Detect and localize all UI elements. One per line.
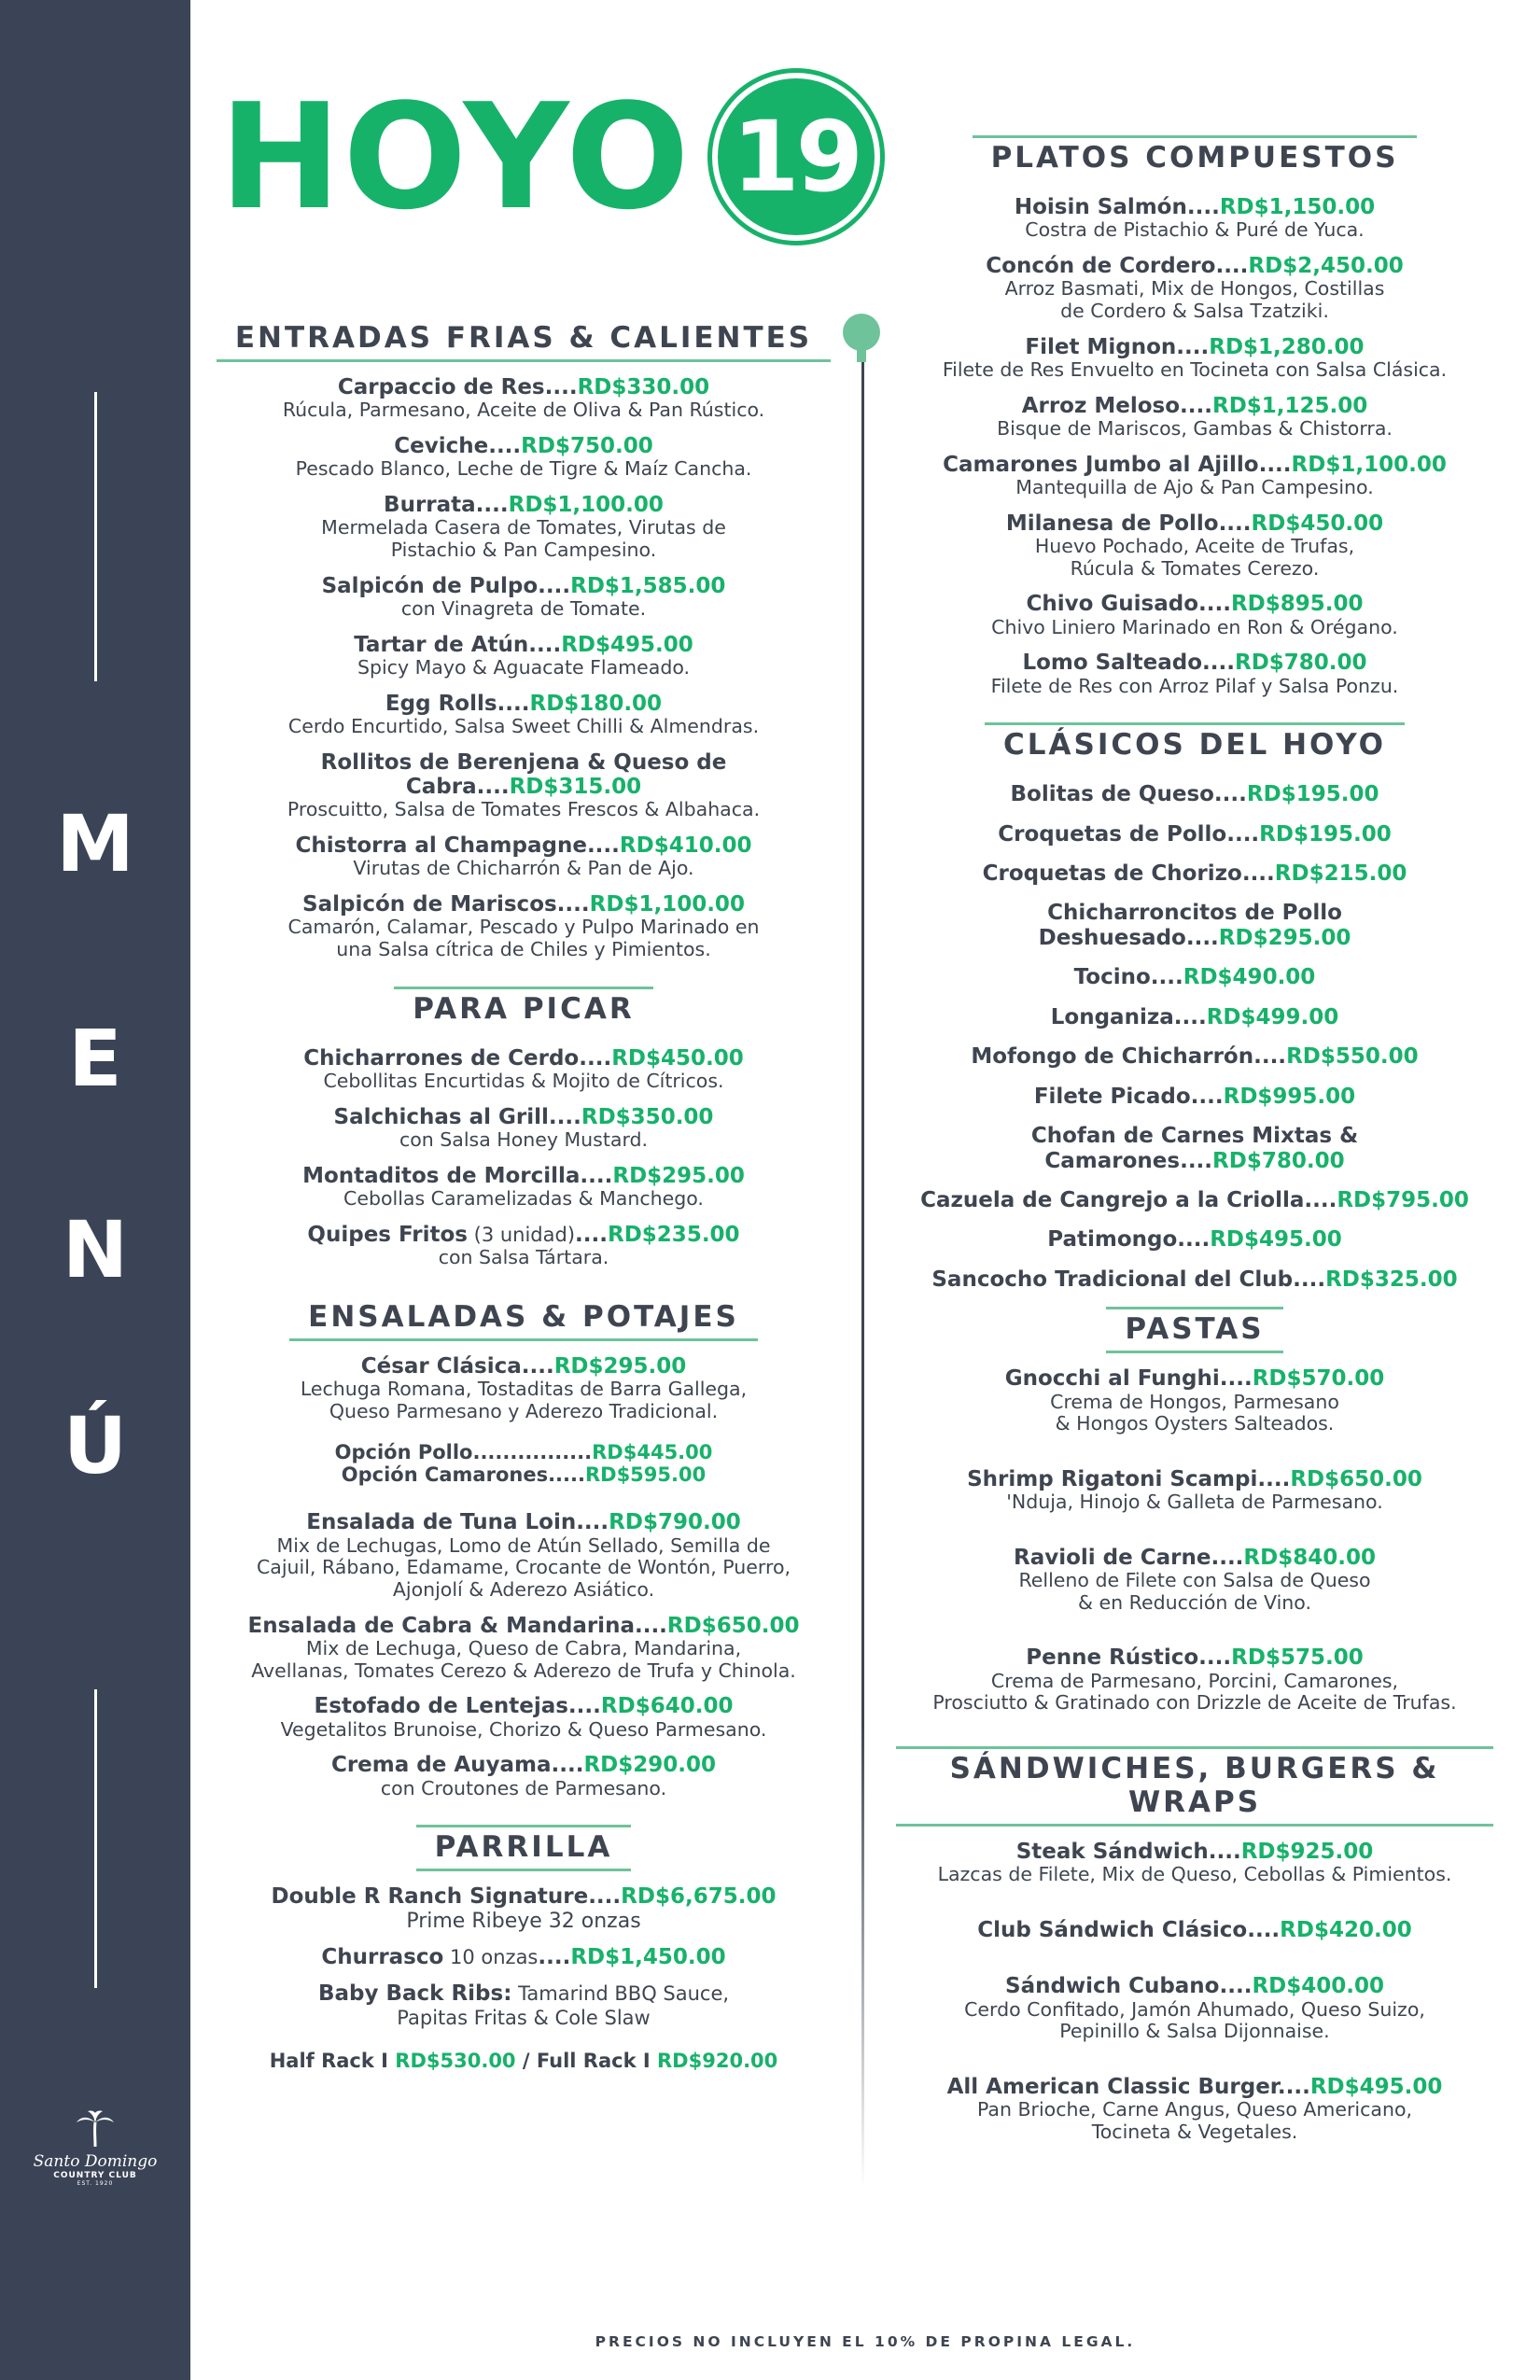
menu-item [896,511,1493,581]
section-parrilla [211,1825,836,2072]
item-price: RD$1,150.00 [1219,195,1376,219]
item-description: Filete de Res con Arroz Pilaf y Salsa Ponzu. [990,674,1399,697]
item-name: César Clásica.... [360,1353,554,1379]
half-rack-label: Half Rack I [269,2049,396,2072]
menu-item [896,1188,1493,1212]
item-price: RD$1,280.00 [1209,334,1365,359]
item-description: Crema de Hongos, Parmesano & Hongos Oysters Salteados. [1050,1390,1339,1435]
menu-item [211,434,836,481]
item-name: Chicharroncitos de Pollo Deshuesado.... [1038,901,1342,950]
menu-item [896,1085,1493,1109]
item-price: RD$180.00 [529,691,663,716]
item-description: Chivo Liniero Marinado en Ron & Orégano. [991,615,1398,638]
item-price: RD$315.00 [509,775,642,799]
item-name: Filet Mignon.... [1025,334,1210,359]
menu-item [896,861,1493,886]
item-name: Estofado de Lentejas.... [314,1694,601,1719]
menu-item [896,1840,1493,1886]
item-price: RD$295.00 [612,1163,745,1188]
menu-item [211,1105,836,1152]
half-rack-price: RD$530.00 [395,2049,516,2072]
item-name: Bolitas de Queso.... [1010,782,1247,807]
item-price: RD$499.00 [1206,1004,1339,1029]
item-price: RD$925.00 [1240,1839,1374,1864]
menu-option [211,1441,836,1463]
item-name: Salpicón de Mariscos.... [302,892,590,917]
item-name: Chicharrones de Cerdo.... [303,1045,612,1071]
menu-item [896,901,1493,950]
menu-item [211,1945,836,1969]
logo-subtitle: COUNTRY CLUB [53,2171,137,2180]
full-rack-price: RD$920.00 [657,2049,778,2072]
menu-item [896,1267,1493,1292]
option-name: Opción Pollo................ [334,1441,593,1464]
item-price: RD$570.00 [1252,1366,1385,1392]
item-name: All American Classic Burger.... [946,2074,1310,2099]
section-clasicos [896,722,1493,1292]
page-title [219,73,880,241]
item-description: Virutas de Chicharrón & Pan de Ajo. [353,857,694,880]
section-title: PARA PICAR [413,991,635,1026]
section-title: ENTRADAS FRIAS & CALIENTES [234,321,813,355]
item-name: Ensalada de Tuna Loin.... [306,1510,609,1535]
item-description: Arroz Basmati, Mix de Hongos, Costillas de Cordero & Salsa Tzatziki. [1004,277,1385,322]
item-description: Filete de Res Envuelto en Tocineta con Salsa Clásica. [942,358,1448,381]
logo-script: Santo Domingo [33,2152,158,2171]
sidebar-bottom-line [94,1689,97,1988]
option-price: RD$595.00 [584,1463,707,1487]
item-name: Chistorra al Champagne.... [295,833,620,858]
section-para-picar [211,987,836,1269]
item-description: Proscuitto, Salsa de Tomates Frescos & Albahaca. [287,798,761,821]
menu-item [896,592,1493,638]
item-price: RD$350.00 [581,1104,714,1129]
item-price: RD$640.00 [600,1694,734,1719]
item-name: Ensalada de Cabra & Mandarina.... [247,1613,667,1638]
item-description: Lechuga Romana, Tostaditas de Barra Gallega, Queso Parmesano y Aderezo Tradicional. [300,1378,748,1422]
menu-item [896,1366,1493,1435]
item-name: Crema de Auyama.... [330,1753,584,1778]
item-name: Milanesa de Pollo.... [1005,511,1252,536]
section-title: PASTAS [1125,1312,1265,1347]
section-title: PARRILLA [434,1830,613,1865]
section-header [416,1825,632,1871]
item-name: Chofan de Carnes Mixtas & Camarones.... [1030,1124,1359,1173]
section-header [1106,1307,1282,1353]
item-description: Pescado Blanco, Leche de Tigre & Maíz Cancha. [295,457,752,481]
item-price: RD$650.00 [1290,1466,1422,1491]
item-description: Cebollas Caramelizadas & Manchego. [343,1187,704,1210]
option-name: Opción Camarones..... [341,1463,585,1487]
menu-item [896,1124,1493,1173]
item-name: Gnocchi al Funghi.... [1004,1366,1253,1392]
item-name: Longaniza.... [1050,1004,1207,1029]
item-name: Tocino.... [1073,965,1183,990]
section-title: ENSALADAS & POTAJES [308,1299,739,1334]
item-note: Tamarind BBQ Sauce, [511,1982,730,2006]
section-header [289,1295,758,1341]
item-dots: .... [575,1222,608,1247]
item-name: Montaditos de Morcilla.... [302,1163,613,1188]
item-name: Croquetas de Pollo.... [998,821,1260,847]
item-price: RD$550.00 [1286,1044,1419,1070]
item-description: Prime Ribeye 32 onzas [406,1909,641,1933]
section-title: PLATOS COMPUESTOS [990,141,1399,175]
item-price: RD$450.00 [1251,511,1384,536]
item-price: RD$495.00 [1210,1227,1342,1253]
item-dots: .... [538,1944,571,1969]
section-title: SÁNDWICHES, BURGERS & WRAPS [949,1751,1440,1819]
menu-item [211,692,836,738]
menu-item [211,833,836,880]
item-price: RD$1,450.00 [570,1944,726,1969]
item-price: RD$235.00 [608,1222,740,1247]
logo-est: EST. 1920 [77,2180,114,2187]
item-name: Shrimp Rigatoni Scampi.... [967,1466,1291,1491]
item-note: 10 onzas [443,1945,539,1968]
item-name: Rollitos de Berenjena & Queso de Cabra.... [320,749,727,799]
section-header [896,1746,1493,1827]
item-price: RD$490.00 [1183,965,1316,990]
item-description: Bisque de Mariscos, Gambas & Chistorra. [997,417,1393,440]
menu-item [896,1918,1493,1942]
item-name: Patimongo.... [1047,1227,1211,1253]
item-name: Mofongo de Chicharrón.... [971,1044,1287,1070]
item-name: Double R Ranch Signature.... [271,1884,622,1910]
menu-item [896,782,1493,806]
item-name: Penne Rústico.... [1026,1645,1232,1671]
item-name: Hoisin Salmón.... [1014,195,1220,219]
menu-item [896,1005,1493,1029]
item-price: RD$195.00 [1259,821,1392,847]
menu-item [211,1164,836,1211]
menu-item [896,1044,1493,1069]
item-name: Sancocho Tradicional del Club.... [931,1267,1326,1292]
item-name: Baby Back Ribs: [317,1981,512,2007]
item-name: Lomo Salteado.... [1022,651,1235,676]
section-header [985,722,1405,769]
menu-item [896,453,1493,499]
item-description: Rúcula, Parmesano, Aceite de Oliva & Pan Rústico. [282,399,765,422]
sidebar-top-line [94,392,97,681]
item-price: RD$450.00 [611,1045,744,1071]
footer-note: PRECIOS NO INCLUYEN EL 10% DE PROPINA LEGAL. [595,2333,1136,2350]
item-name: Churrasco [321,1944,444,1969]
item-price: RD$420.00 [1280,1917,1412,1942]
item-description: Cerdo Confitado, Jamón Ahumado, Queso Suizo, Pepinillo & Salsa Dijonnaise. [964,1997,1425,2043]
item-name: Ravioli de Carne.... [1014,1545,1244,1570]
item-description: Spicy Mayo & Aguacate Flameado. [357,656,691,679]
menu-item [211,1981,836,2029]
item-price: RD$1,585.00 [570,573,726,598]
item-price: RD$780.00 [1212,1148,1345,1173]
item-name: Egg Rolls.... [385,691,530,716]
menu-item [896,1227,1493,1252]
item-price: RD$1,125.00 [1211,393,1368,418]
item-description: Relleno de Filete con Salsa de Queso & en Reducción de Vino. [1018,1569,1371,1614]
item-price: RD$795.00 [1337,1187,1469,1212]
section-pastas [896,1307,1493,1715]
menu-item [211,1694,836,1741]
item-price: RD$575.00 [1231,1645,1364,1671]
menu-item [896,254,1493,323]
item-price: RD$1,100.00 [1291,452,1447,477]
item-description: Huevo Pochado, Aceite de Trufas, Rúcula & Tomates Cerezo. [1034,535,1355,580]
right-column [896,135,1493,2176]
item-name: Camarones Jumbo al Ajillo.... [943,452,1292,477]
item-description: Pan Brioche, Carne Angus, Queso Americano, Tocineta & Vegetales. [976,2098,1413,2143]
item-description: Crema de Parmesano, Porcini, Camarones, Prosciutto & Gratinado con Drizzle de Aceite de Trufas. [932,1669,1457,1715]
column-divider [861,327,864,2189]
menu-item [211,1354,836,1423]
item-name: Quipes Fritos [307,1222,468,1247]
item-price: RD$410.00 [619,833,752,858]
item-description: Mantequilla de Ajo & Pan Campesino. [1015,476,1374,498]
item-name: Carpaccio de Res.... [337,375,578,399]
menu-item [896,1974,1493,2043]
item-name: Arroz Meloso.... [1021,393,1212,418]
item-price: RD$6,675.00 [621,1884,777,1910]
section-sandwiches [896,1746,1493,2144]
section-title: CLÁSICOS DEL HOYO [1003,728,1386,763]
menu-item [896,2075,1493,2144]
section-ensaladas [211,1295,836,1800]
item-price: RD$995.00 [1223,1084,1356,1109]
menu-item [211,375,836,422]
menu-item [211,1223,836,1269]
item-price: RD$1,100.00 [589,892,745,917]
section-header [394,987,652,1033]
item-price: RD$295.00 [1218,925,1351,950]
item-name: Club Sándwich Clásico.... [977,1917,1281,1942]
item-name: Sándwich Cubano.... [1005,1974,1253,1999]
menu-option [211,1463,836,1486]
item-price: RD$325.00 [1325,1267,1458,1292]
item-description: Papitas Fritas & Cole Slaw [397,2006,651,2029]
item-price: RD$650.00 [666,1613,800,1638]
menu-item [896,1546,1493,1615]
item-description: Mix de Lechugas, Lomo de Atún Sellado, Semilla de Cajuil, Rábano, Edamame, Crocante de Wontón, Puerro, Ajonjolí & Aderezo Asiático. [256,1533,791,1601]
section-entradas [211,315,836,961]
item-price: RD$2,450.00 [1248,254,1404,278]
item-price: RD$780.00 [1234,651,1367,676]
item-description: Vegetalitos Brunoise, Chorizo & Queso Parmesano. [280,1717,767,1741]
item-name: Burrata.... [384,493,509,517]
item-price: RD$750.00 [521,434,653,458]
menu-item [211,1753,836,1799]
menu-item [211,633,836,679]
menu-item [211,1510,836,1601]
item-name: Steak Sándwich.... [1015,1839,1241,1864]
item-price: RD$840.00 [1243,1545,1376,1570]
menu-item [211,750,836,821]
menu-item [211,493,836,562]
menu-item [211,1884,836,1933]
item-price: RD$195.00 [1246,782,1379,807]
item-price: RD$495.00 [1309,2074,1443,2099]
item-name: Salchichas al Grill.... [333,1104,581,1129]
rack-prices [211,2050,836,2072]
item-name: Filete Picado.... [1033,1084,1224,1109]
item-description: con Salsa Tártara. [438,1246,609,1268]
sidebar-letter-n: N [62,1204,129,1295]
item-name: Salpicón de Pulpo.... [321,573,571,598]
item-name: Croquetas de Chorizo.... [982,861,1275,886]
item-description: Camarón, Calamar, Pescado y Pulpo Marinado en una Salsa cítrica de Chiles y Pimientos. [287,916,760,960]
item-description: con Vinagreta de Tomate. [400,597,647,620]
item-description: Cebollitas Encurtidas & Mojito de Cítricos. [323,1070,724,1092]
item-price: RD$295.00 [553,1353,687,1379]
golf-ball-icon [843,314,880,351]
menu-item [896,195,1493,242]
sidebar-letter-m: M [56,798,134,889]
item-price: RD$790.00 [609,1510,741,1535]
menu-item [211,1614,836,1683]
item-name: Tartar de Atún.... [354,632,562,657]
item-description: 'Nduja, Hinojo & Galleta de Parmesano. [1006,1491,1383,1514]
menu-item [896,651,1493,697]
item-price: RD$330.00 [577,375,710,399]
item-price: RD$495.00 [561,632,693,657]
menu-item [896,394,1493,441]
menu-item [211,1046,836,1093]
item-description: con Salsa Honey Mustard. [399,1128,649,1151]
option-price: RD$445.00 [592,1441,713,1464]
menu-item [896,1645,1493,1715]
menu-item [896,965,1493,989]
left-column [211,315,836,2084]
item-description: Cerdo Encurtido, Salsa Sweet Chilli & Almendras. [287,715,760,737]
item-name: Cazuela de Cangrejo a la Criolla.... [920,1187,1337,1212]
item-price: RD$215.00 [1274,861,1407,886]
sidebar-letter-u: Ú [63,1400,128,1491]
item-price: RD$400.00 [1252,1974,1384,1999]
title-text: HOYO [219,72,692,242]
item-name: Ceviche.... [394,434,522,458]
sidebar-letter-e: E [68,1013,122,1104]
item-description: Mermelada Casera de Tomates, Virutas de Pistachio & Pan Campesino. [321,516,726,561]
section-header [973,135,1418,182]
palm-tree-icon [75,2109,116,2147]
menu-item [211,574,836,621]
menu-item [896,1467,1493,1514]
menu-item [896,335,1493,382]
item-description: Lazcas de Filete, Mix de Queso, Cebollas & Pimientos. [937,1863,1452,1886]
item-description: con Croutones de Parmesano. [380,1776,667,1799]
sidebar [0,0,190,2380]
item-description: Costra de Pistachio & Puré de Yuca. [1025,218,1365,242]
menu-item [211,892,836,961]
club-logo [19,2109,172,2187]
item-price: RD$895.00 [1230,592,1364,617]
item-note: (3 unidad) [467,1223,576,1246]
title-badge: 19 [712,73,880,241]
item-description: Mix de Lechuga, Queso de Cabra, Mandarina, Avellanas, Tomates Cerezo & Aderezo de Trufa y Chinola. [251,1636,796,1682]
item-price: RD$290.00 [583,1753,717,1778]
full-rack-label: / Full Rack I [515,2049,658,2072]
section-header [217,315,831,362]
menu-item [896,822,1493,847]
item-name: Concón de Cordero.... [986,254,1249,278]
item-price: RD$1,100.00 [508,493,664,517]
item-name: Chivo Guisado.... [1026,592,1231,617]
section-platos-compuestos [896,135,1493,697]
